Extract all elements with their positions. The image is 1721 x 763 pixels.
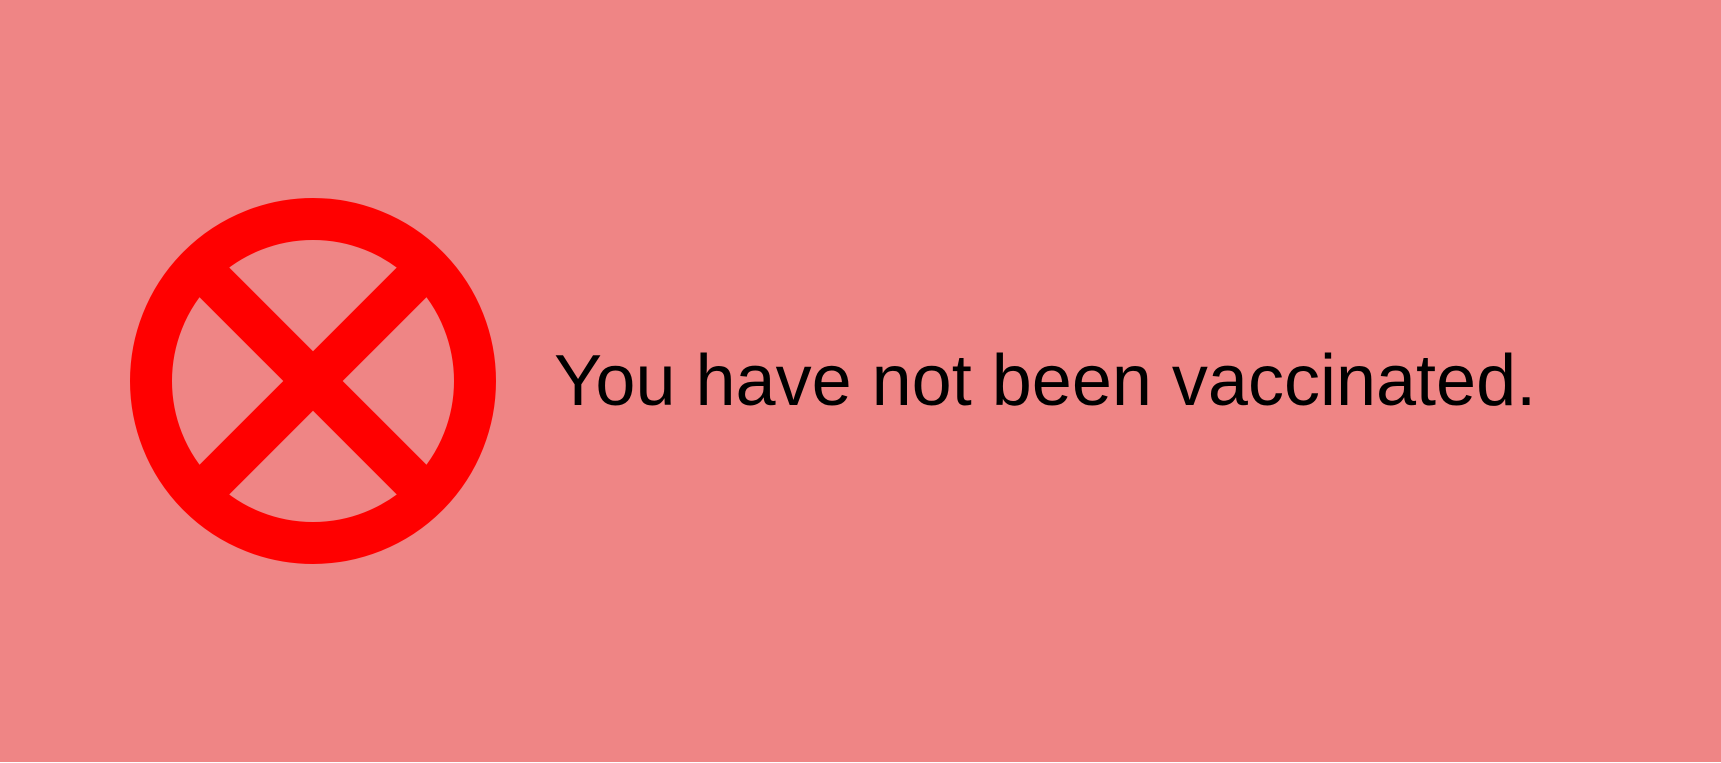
- vaccination-status-message: You have not been vaccinated.: [554, 341, 1537, 421]
- not-vaccinated-x-icon: [128, 196, 498, 566]
